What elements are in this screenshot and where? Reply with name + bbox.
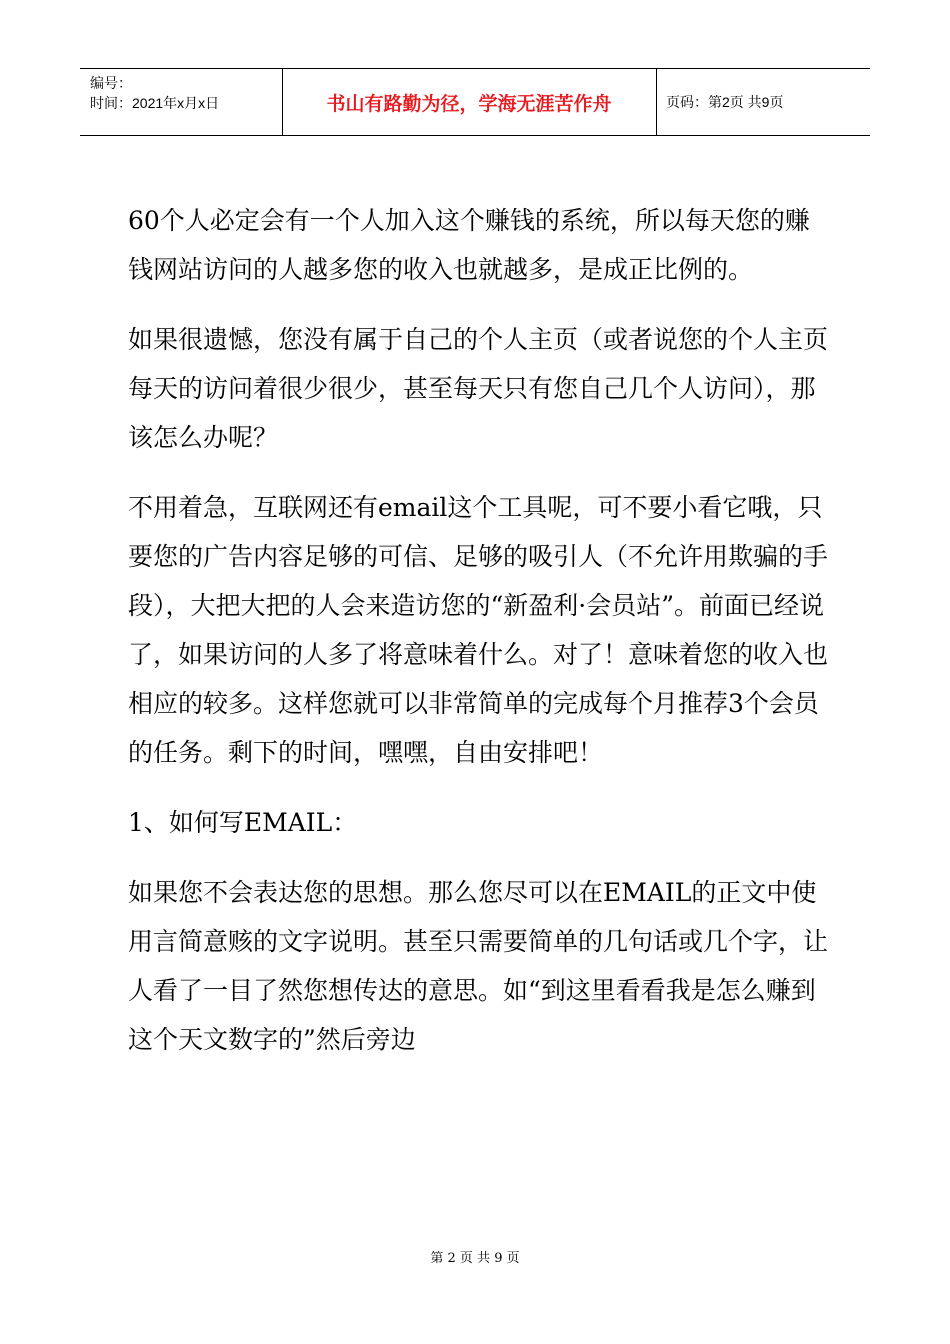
header-divider-right: [656, 69, 657, 135]
header-meta: [90, 73, 280, 113]
paragraph: 如果很遗憾，您没有属于自己的个人主页（或者说您的个人主页每天的访问着很少很少，甚至每天只有您自己几个人访问），那该怎么办呢？: [128, 325, 829, 452]
paragraph: 60个人必定会有一个人加入这个赚钱的系统，所以每天您的赚钱网站访问的人越多您的收入也就越多，是成正比例的。: [128, 206, 810, 284]
document-body: [128, 196, 828, 1085]
section-heading: 1、如何写EMAIL：: [128, 808, 358, 837]
number-label: 编号：: [90, 75, 132, 91]
paragraph: 不用着急，互联网还有email这个工具呢，可不要小看它哦，只要您的广告内容足够的可信、足够的吸引人（不允许用欺骗的手段），大把大把的人会来造访您的“新盈利·会员站”。前面已经说了，如果访问的人多了将意味着什么。对了！意味着您的收入也相应的较多。这样您就可以非常简单的完成每个月推荐3个会员的任务。剩下的时间，嘿嘿，自由安排吧！: [128, 493, 829, 767]
header-divider-left: [282, 69, 283, 135]
paragraph: 如果您不会表达您的思想。那么您尽可以在EMAIL的正文中使用言简意赅的文字说明。甚至只需要简单的几句话或几个字，让人看了一目了然您想传达的意思。如“到这里看看我是怎么赚到这个天文数字的”然后旁边: [128, 878, 829, 1054]
date-label: 时间：2021年x月x日: [90, 95, 220, 111]
page-header: [80, 68, 870, 136]
header-motto: 书山有路勤为径，学海无涯苦作舟: [326, 92, 612, 115]
page-footer: 第 2 页 共 9 页: [430, 1251, 520, 1266]
header-page-info: 页码：第2页 共9页: [666, 94, 784, 110]
